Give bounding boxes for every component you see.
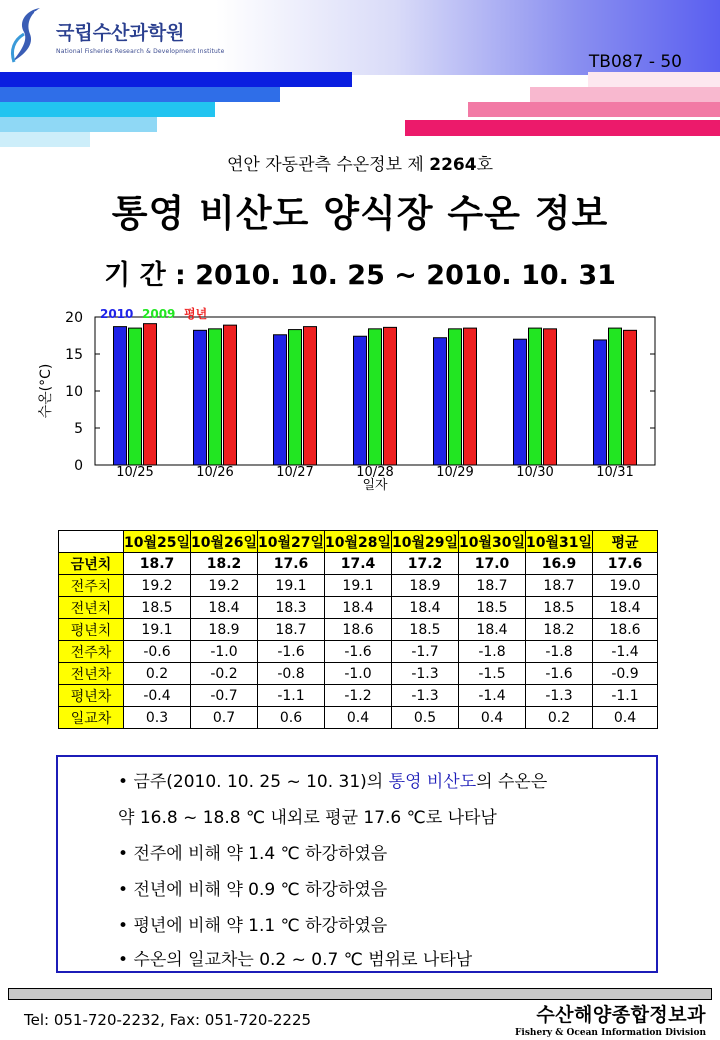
table-cell: -0.7 [191,685,258,707]
table-cell: 18.4 [191,597,258,619]
bar-2010 [194,330,207,465]
table-cell: -1.6 [325,641,392,663]
table-cell: 17.6 [258,553,325,575]
table-cell: 0.3 [124,707,191,729]
table-cell: 19.2 [124,575,191,597]
x-axis-label: 일자 [362,478,388,493]
bar-2009 [289,330,302,465]
table-header-row [59,531,658,553]
table-cell: 18.5 [392,619,459,641]
bar-평년 [464,328,477,465]
x-tick-label: 10/30 [516,465,554,480]
table-cell: 17.4 [325,553,392,575]
table-cell: -1.2 [325,685,392,707]
x-tick-label: 10/25 [116,465,154,480]
table-cell: 18.5 [526,597,593,619]
y-tick-label: 20 [65,310,83,326]
table-cell: 19.1 [325,575,392,597]
table-row-label: 전주치 [59,575,124,597]
summary-line-1-cont: 약 16.8 ~ 18.8 ℃ 내외로 평균 17.6 ℃로 나타남 [118,808,497,828]
x-tick-label: 10/27 [276,465,314,480]
y-axis-label: 수온(°C) [38,363,54,419]
table-row [59,663,658,685]
deco-bar [530,87,720,102]
table-cell: 16.9 [526,553,593,575]
table-cell: -1.1 [258,685,325,707]
table-cell: 19.2 [191,575,258,597]
table-cell: -1.0 [191,641,258,663]
y-tick-label: 15 [65,347,83,363]
summary-line-4: • 평년에 비해 약 1.1 ℃ 하강하였음 [118,916,388,936]
y-tick-label: 5 [74,421,83,437]
summary-box [56,755,658,973]
table-cell: 0.4 [593,707,658,729]
table-cell: 0.6 [258,707,325,729]
institute-name: 국립수산과학원 [56,22,185,44]
legend-item: 2010 [100,307,134,321]
table-cell: -1.6 [258,641,325,663]
legend-item: 평년 [184,307,208,321]
temperature-table [58,530,658,729]
summary-line-1: • 금주(2010. 10. 25 ~ 10. 31)의 통영 비산도의 수온은 [118,772,548,792]
bar-2010 [354,336,367,465]
table-cell: -1.7 [392,641,459,663]
bar-2009 [609,328,622,465]
table-cell: 18.7 [459,575,526,597]
organization [515,1000,706,1038]
table-cell: -1.0 [325,663,392,685]
table-header-cell: 10월27일 [258,531,325,553]
summary-line-3: • 전년에 비해 약 0.9 ℃ 하강하였음 [118,880,388,900]
table-cell: 18.7 [258,619,325,641]
table-cell: 0.2 [526,707,593,729]
table-cell: 19.0 [593,575,658,597]
bar-평년 [304,327,317,465]
table-cell: -1.3 [526,685,593,707]
legend-item: 2009 [142,307,176,321]
table-header-cell: 10월28일 [325,531,392,553]
table-cell: 18.4 [593,597,658,619]
fish-logo-icon [4,4,54,70]
table-cell: -1.1 [593,685,658,707]
bar-평년 [144,324,157,465]
table-row [59,597,658,619]
table-cell: 0.4 [459,707,526,729]
table-cell: 18.5 [124,597,191,619]
table-cell: 18.5 [459,597,526,619]
table-header-cell: 10월26일 [191,531,258,553]
table-corner-cell [59,531,124,553]
table-cell: 18.2 [191,553,258,575]
table-cell: 17.2 [392,553,459,575]
table-cell: 0.5 [392,707,459,729]
bar-2009 [369,329,382,465]
bar-2010 [274,335,287,465]
bar-2009 [529,328,542,465]
table-cell: 0.7 [191,707,258,729]
y-tick-label: 0 [74,458,83,474]
table-cell: -1.5 [459,663,526,685]
x-tick-label: 10/29 [436,465,474,480]
x-tick-label: 10/31 [596,465,634,480]
table-cell: 18.3 [258,597,325,619]
summary-line-2: • 전주에 비해 약 1.4 ℃ 하강하였음 [118,844,388,864]
table-row-label: 전주차 [59,641,124,663]
bar-2010 [514,339,527,465]
table-header-cell: 10월25일 [124,531,191,553]
table-header-cell: 10월31일 [526,531,593,553]
table-header-cell: 평균 [593,531,658,553]
table-cell: 18.2 [526,619,593,641]
table-cell: -0.8 [258,663,325,685]
table-cell: 18.6 [593,619,658,641]
contact-info: Tel: 051-720-2232, Fax: 051-720-2225 [24,1011,312,1029]
table-cell: 0.4 [325,707,392,729]
table-row-label: 평년치 [59,619,124,641]
table-row-label: 금년치 [59,553,124,575]
table-row-label: 전년차 [59,663,124,685]
table-cell: 0.2 [124,663,191,685]
table-row-label: 전년치 [59,597,124,619]
bar-2009 [449,329,462,465]
bar-2009 [209,329,222,465]
org-name-en: Fishery & Ocean Information Division [515,1028,706,1038]
table-cell: -0.4 [124,685,191,707]
deco-bar [405,120,720,136]
table-header-cell: 10월29일 [392,531,459,553]
table-cell: 18.4 [325,597,392,619]
table-cell: 18.4 [459,619,526,641]
table-row [59,641,658,663]
org-name-ko: 수산해양종합정보과 [536,1004,706,1026]
table-cell: 19.1 [258,575,325,597]
table-row-label: 평년차 [59,685,124,707]
table-cell: 17.0 [459,553,526,575]
deco-bar [0,132,90,147]
table-cell: -0.9 [593,663,658,685]
table-cell: 18.4 [392,597,459,619]
bar-평년 [384,327,397,465]
table-cell: -1.3 [392,663,459,685]
deco-bar [0,102,215,117]
table-row [59,707,658,729]
footer-divider [8,988,712,1000]
table-cell: -1.6 [526,663,593,685]
table-header-cell: 10월30일 [459,531,526,553]
bar-2010 [594,340,607,465]
institute-subtitle: National Fisheries Research & Development Institute [56,48,225,55]
table-cell: -1.8 [526,641,593,663]
table-cell: 18.9 [392,575,459,597]
page-title: 통영 비산도 양식장 수온 정보 [111,192,609,235]
bar-평년 [624,330,637,465]
table-row [59,619,658,641]
table-row [59,685,658,707]
bar-평년 [544,329,557,465]
report-subtitle: 연안 자동관측 수온정보 제 2264호 [226,155,494,175]
bar-2010 [434,338,447,465]
summary-line-5: • 수온의 일교차는 0.2 ~ 0.7 ℃ 범위로 나타남 [118,950,473,970]
table-cell: 18.7 [124,553,191,575]
deco-bar [0,72,352,87]
table-row-label: 일교차 [59,707,124,729]
table-row [59,575,658,597]
deco-bar [468,102,720,117]
table-cell: 19.1 [124,619,191,641]
table-cell: -1.3 [392,685,459,707]
table-cell: -0.2 [191,663,258,685]
temperature-bar-chart [20,300,670,495]
table-cell: -1.4 [459,685,526,707]
deco-bar [0,87,280,102]
deco-bar [0,117,157,132]
y-tick-label: 10 [65,384,83,400]
table-cell: -0.6 [124,641,191,663]
table-cell: 18.6 [325,619,392,641]
bar-2009 [129,328,142,465]
bar-2010 [114,327,127,465]
x-tick-label: 10/28 [356,465,394,480]
table-cell: 17.6 [593,553,658,575]
table-cell: -1.8 [459,641,526,663]
table-row [59,553,658,575]
table-cell: -1.4 [593,641,658,663]
document-number: TB087 - 50 [588,52,682,72]
bar-평년 [224,325,237,465]
report-period: 기 간 : 2010. 10. 25 ~ 2010. 10. 31 [104,260,616,291]
table-cell: 18.7 [526,575,593,597]
deco-bar [588,72,720,87]
table-cell: 18.9 [191,619,258,641]
x-tick-label: 10/26 [196,465,234,480]
institute-logo [4,4,244,70]
